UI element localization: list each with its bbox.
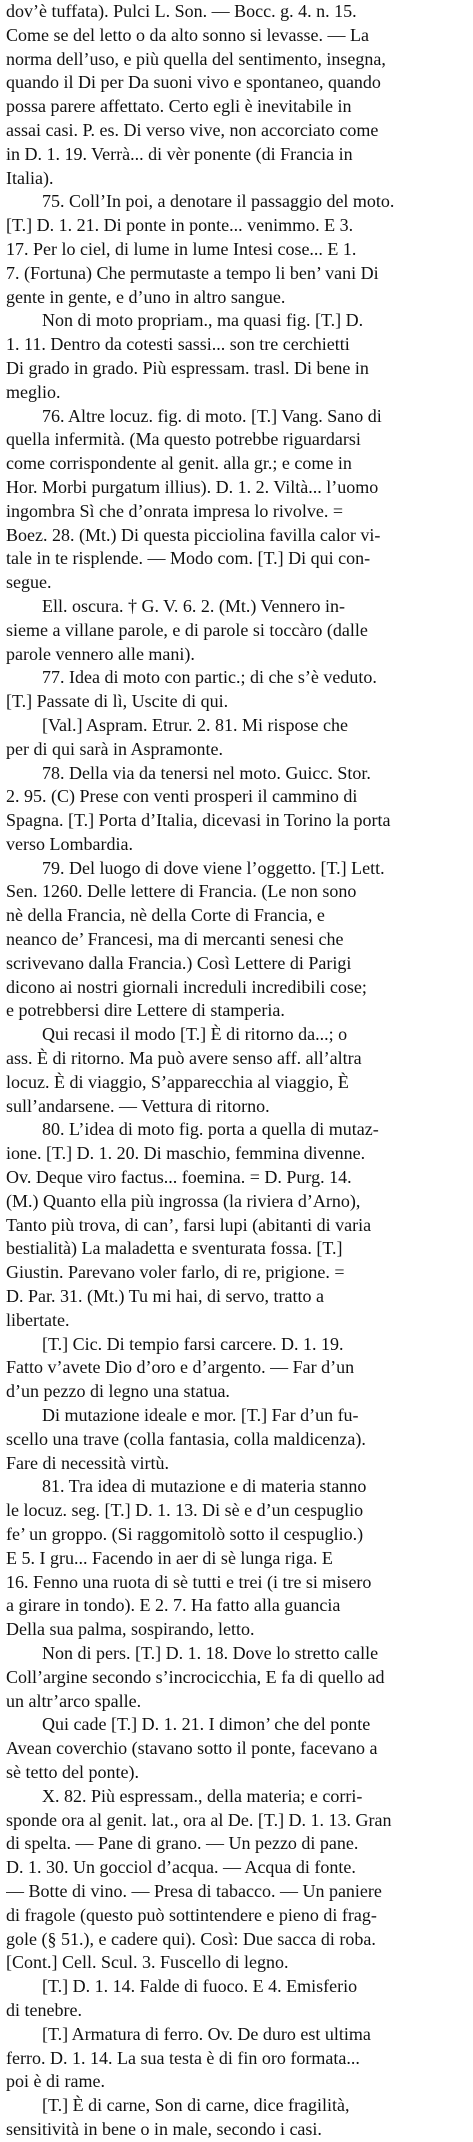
text-line: ass. È di ritorno. Ma può avere senso aff. all’altra (6, 1048, 362, 1069)
text-line: Italia). (6, 167, 54, 188)
text-line: 7. (Fortuna) Che permutaste a tempo li ben’ vani Di (6, 262, 379, 283)
text-line: dov’è tuffata). Pulci L. Son. — Bocc. g. 4. n. 15. (6, 1, 357, 21)
text-line: neanco de’ Francesi, ma di mercanti senesi che (6, 929, 344, 950)
text-line: Avean coverchio (stavano sotto il ponte, facevano a (6, 1738, 378, 1759)
text-line: sull’andarsene. — Vettura di ritorno. (6, 1095, 270, 1116)
text-line: Tanto più trova, di can’, farsi lupi (abitanti di varia (6, 1214, 372, 1235)
text-line: Fare di necessità virtù. (6, 1452, 169, 1473)
text-line: 79. Del luogo di dove viene l’oggetto. [T.] Lett. (42, 857, 385, 878)
text-line: Di grado in grado. Più espressam. trasl. Di bene in (6, 357, 369, 378)
text-line: di fragole (questo può sottintendere e pieno di frag- (6, 1904, 377, 1925)
text-line: 2. 95. (C) Prese con venti prosperi il cammino di (6, 786, 358, 807)
text-line: di spelta. — Pane di grano. — Un pezzo di pane. (6, 1833, 359, 1854)
text-line: parole vennero alle mani). (6, 643, 195, 664)
text-line: in D. 1. 19. Verrà... di vèr ponente (di Francia in (6, 143, 353, 164)
text-line: D. 1. 30. Un gocciol d’acqua. — Acqua di fonte. (6, 1857, 356, 1878)
text-line: scrivevano dalla Francia.) Così Lettere di Parigi (6, 952, 352, 973)
text-line: gole (§ 51.), e cadere qui). Così: Due sacca di roba. (6, 1928, 376, 1949)
text-line: ferro. D. 1. 14. La sua testa è di fin oro formata... (6, 2047, 360, 2068)
text-line: meglio. (6, 381, 61, 402)
text-line: [T.] D. 1. 14. Falde di fuoco. E 4. Emisferio (42, 1976, 358, 1997)
text-line: Qui cade [T.] D. 1. 21. I dimon’ che del ponte (42, 1714, 371, 1735)
text-line: segue. (6, 572, 52, 593)
text-line: d’un pezzo di legno una statua. (6, 1381, 230, 1402)
text-line: per di qui sarà in Aspramonte. (6, 738, 223, 759)
text-line: [T.] Armatura di ferro. Ov. De duro est ultima (42, 2023, 371, 2044)
text-line: libertate. (6, 1309, 70, 1330)
text-line: fe’ un groppo. (Si raggomitolò sotto il cespuglio.) (6, 1524, 364, 1544)
text-line: le locuz. seg. [T.] D. 1. 13. Di sè e d’un cespuglio (6, 1500, 364, 1521)
text-line: 17. Per lo ciel, di lume in lume Intesi cose... E 1. (6, 238, 357, 259)
text-line: locuz. È di viaggio, S’apparecchia al viaggio, È (6, 1071, 349, 1092)
text-line: 78. Della via da tenersi nel moto. Guicc. Stor. (42, 762, 371, 783)
text-line: gente in gente, e d’uno in altro sangue. (6, 286, 286, 307)
text-line: 77. Idea di moto con partic.; di che s’è veduto. (42, 667, 377, 688)
text-line: Di mutazione ideale e mor. [T.] Far d’un fu- (42, 1405, 359, 1426)
text-line: Boez. 28. (Mt.) Di questa picciolina favilla calor vi- (6, 524, 381, 545)
text-line: Hor. Morbi purgatum illius). D. 1. 2. Viltà... l’uomo (6, 476, 379, 497)
text-line: [Cont.] Cell. Scul. 3. Fuscello di legno. (6, 1952, 289, 1973)
text-line: norma dell’uso, e più quella del sentimento, insegna, (6, 48, 386, 69)
text-line: 80. L’idea di moto fig. porta a quella di mutaz- (42, 1119, 379, 1140)
text-line: Giustin. Parevano voler farlo, di re, prigione. = (6, 1262, 345, 1283)
text-line: quando il Di per Da suoni vivo e spontaneo, quando (6, 72, 381, 93)
text-line: sieme a villane parole, e di parole si toccàro (dalle (6, 619, 368, 640)
text-line: bestialità) La maladetta e sventurata fossa. [T.] (6, 1238, 343, 1259)
text-line: Non di moto propriam., ma quasi fig. [T.] D. (42, 310, 364, 331)
text-line: Della sua palma, sospirando, letto. (6, 1619, 255, 1640)
text-line: tale in te risplende. — Modo com. [T.] Di qui con- (6, 548, 371, 569)
text-line: X. 82. Più espressam., della materia; e corri- (42, 1785, 363, 1806)
text-line: assai casi. P. es. Di verso vive, non accorciato come (6, 119, 379, 140)
dictionary-text-column (6, 0, 467, 2142)
text-line: Ov. Deque viro factus... foemina. = D. Purg. 14. (6, 1167, 352, 1188)
text-line: [T.] È di carne, Son di carne, dice fragilità, (42, 2095, 350, 2116)
text-line: [T.] D. 1. 21. Di ponte in ponte... venimmo. E 3. (6, 215, 354, 236)
text-line: E 5. I gru... Facendo in aer di sè lunga riga. E (6, 1547, 333, 1568)
text-line: 76. Altre locuz. fig. di moto. [T.] Vang. Sano di (42, 405, 382, 426)
text-line: Come se del letto o da alto sonno si levasse. — La (6, 24, 369, 45)
text-line: poi è di rame. (6, 2071, 105, 2092)
text-line: e potrebbersi dire Lettere di stamperia. (6, 1000, 285, 1021)
text-line: 16. Fenno una ruota di sè tutti e trei (i tre si misero (6, 1571, 372, 1592)
text-line: verso Lombardia. (6, 833, 133, 854)
text-line: quella infermità. (Ma questo potrebbe riguardarsi (6, 429, 361, 450)
text-line: 1. 11. Dentro da cotesti sassi... son tre cerchietti (6, 334, 350, 355)
text-line: ingombra Sì che d’onrata impresa lo rivolve. = (6, 500, 344, 521)
text-line: di tenebre. (6, 1999, 82, 2020)
text-line: — Botte di vino. — Presa di tabacco. — Un paniere (6, 1880, 382, 1901)
text-line: [T.] Cic. Di tempio farsi carcere. D. 1. 19. (42, 1333, 344, 1354)
text-line: scello una trave (colla fantasia, colla maldicenza). (6, 1428, 366, 1449)
text-line: Fatto v’avete Dio d’oro e d’argento. — Far d’un (6, 1357, 355, 1378)
text-line: Ell. oscura. † G. V. 6. 2. (Mt.) Vennero in- (42, 595, 345, 616)
text-line: Spagna. [T.] Porta d’Italia, dicevasi in Torino la porta (6, 810, 391, 831)
text-line: sensitività in bene o in male, secondo i casi. (6, 2118, 322, 2139)
text-line: Sen. 1260. Delle lettere di Francia. (Le non sono (6, 881, 357, 902)
text-line: come corrispondente al genit. alla gr.; e come in (6, 453, 352, 474)
text-line: sponde ora al genit. lat., ora al De. [T.] D. 1. 13. Gran (6, 1809, 392, 1830)
text-line: 81. Tra idea di mutazione e di materia stanno (42, 1476, 367, 1497)
text-line: nè della Francia, nè della Corte di Francia, e (6, 905, 325, 926)
text-line: a girare in tondo). E 2. 7. Ha fatto alla guancia (6, 1595, 341, 1616)
text-line: (M.) Quanto ella più ingrossa (la riviera d’Arno), (6, 1190, 361, 1211)
text-line: D. Par. 31. (Mt.) Tu mi hai, di servo, tratto a (6, 1286, 324, 1307)
text-line: Coll’argine secondo s’incrocicchia, E fa di quello ad (6, 1666, 385, 1687)
text-line: dicono ai nostri giornali increduli incredibili cose; (6, 976, 367, 997)
text-line: [T.] Passate di lì, Uscite di qui. (6, 691, 229, 712)
text-line: un altr’arco spalle. (6, 1690, 142, 1711)
text-line: ione. [T.] D. 1. 20. Di maschio, femmina divenne. (6, 1143, 366, 1164)
text-line: Qui recasi il modo [T.] È di ritorno da...; o (42, 1024, 348, 1045)
text-line: Non di pers. [T.] D. 1. 18. Dove lo stretto calle (42, 1642, 379, 1663)
text-line: sè tetto del ponte). (6, 1761, 139, 1782)
text-line: 75. Coll’In poi, a denotare il passaggio del moto. (42, 191, 395, 212)
text-line: [Val.] Aspram. Etrur. 2. 81. Mi rispose che (42, 714, 348, 735)
text-line: possa parere affettato. Certo egli è inevitabile in (6, 96, 352, 117)
